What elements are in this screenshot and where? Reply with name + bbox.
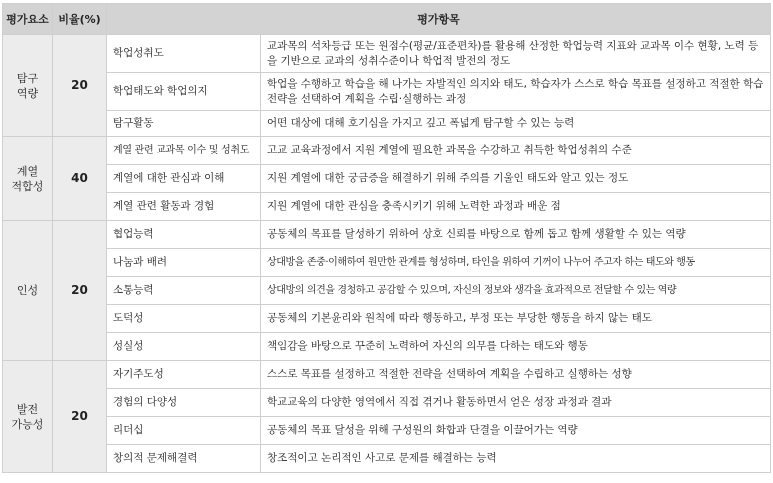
table-row — [3, 111, 771, 137]
desc-cell: 학업을 수행하고 학습을 해 나가는 자발적인 의지와 태도, 학습자가 스스로 학습 목표를 설정하고 적절한 학습 전략을 선택하여 계획을 수립·실행하는 과정 — [261, 73, 771, 111]
ratio-cell-character: 20 — [53, 221, 107, 361]
area-cell-character — [3, 221, 53, 361]
desc-cell: 지원 계열에 대한 궁금증을 해결하기 위해 주의를 기울인 태도와 알고 있는 정도 — [261, 165, 771, 193]
desc-cell: 공동체의 목표를 달성하기 위하여 상호 신뢰를 바탕으로 함께 돕고 함께 생활할 수 있는 역량 — [261, 221, 771, 249]
area-cell-fit — [3, 137, 53, 221]
desc-cell: 상대방의 의견을 경청하고 공감할 수 있으며, 자신의 정보와 생각을 효과적으로 전달할 수 있는 역량 — [261, 277, 771, 305]
desc-cell: 공동체의 기본윤리와 원칙에 따라 행동하고, 부정 또는 부당한 행동을 하지 않는 태도 — [261, 305, 771, 333]
desc-cell: 고교 교육과정에서 지원 계열에 필요한 과목을 수강하고 취득한 학업성취의 수준 — [261, 137, 771, 165]
desc-cell: 공동체의 목표 달성을 위해 구성원의 화합과 단결을 이끌어가는 역량 — [261, 417, 771, 445]
desc-cell: 학교교육의 다양한 영역에서 직접 겪거나 활동하면서 얻은 성장 과정과 결과 — [261, 389, 771, 417]
header-ratio: 비율(%) — [53, 4, 107, 35]
item-cell: 학업성취도 — [107, 35, 261, 73]
item-cell: 나눔과 배려 — [107, 249, 261, 277]
item-cell: 학업태도와 학업의지 — [107, 73, 261, 111]
table-row — [3, 445, 771, 473]
item-cell: 성실성 — [107, 333, 261, 361]
area-line: 탐구 — [16, 71, 39, 85]
table-row — [3, 333, 771, 361]
item-cell: 계열 관련 활동과 경험 — [107, 193, 261, 221]
table-row — [3, 193, 771, 221]
item-cell: 계열에 대한 관심과 이해 — [107, 165, 261, 193]
table-row — [3, 305, 771, 333]
table-row — [3, 73, 771, 111]
table-row — [3, 277, 771, 305]
area-line: 가능성 — [11, 417, 44, 431]
ratio-cell-fit: 40 — [53, 137, 107, 221]
table-row — [3, 137, 771, 165]
header-area: 평가요소 — [3, 4, 53, 35]
item-cell: 경험의 다양성 — [107, 389, 261, 417]
desc-cell: 상대방을 존중·이해하여 원만한 관계를 형성하며, 타인을 위하여 기꺼이 나누어 주고자 하는 태도와 행동 — [261, 249, 771, 277]
desc-cell: 스스로 목표를 설정하고 적절한 전략을 선택하여 계획을 수립하고 실행하는 성향 — [261, 361, 771, 389]
item-cell: 탐구활동 — [107, 111, 261, 137]
item-cell: 협업능력 — [107, 221, 261, 249]
table-row — [3, 417, 771, 445]
area-cell-potential — [3, 361, 53, 473]
desc-cell: 책임감을 바탕으로 꾸준히 노력하여 자신의 의무를 다하는 태도와 행동 — [261, 333, 771, 361]
header-row — [3, 4, 771, 35]
ratio-cell-inquiry: 20 — [53, 35, 107, 137]
evaluation-table — [2, 3, 771, 473]
desc-cell: 어떤 대상에 대해 호기심을 가지고 깊고 폭넓게 탐구할 수 있는 능력 — [261, 111, 771, 137]
area-line: 인성 — [16, 284, 39, 297]
desc-cell: 창조적이고 논리적인 사고로 문제를 해결하는 능력 — [261, 445, 771, 473]
item-cell: 소통능력 — [107, 277, 261, 305]
item-cell: 창의적 문제해결력 — [107, 445, 261, 473]
ratio-cell-potential: 20 — [53, 361, 107, 473]
table-row — [3, 249, 771, 277]
item-cell: 리더십 — [107, 417, 261, 445]
desc-cell: 교과목의 석차등급 또는 원점수(평균/표준편차)를 활용해 산정한 학업능력 지표와 교과목 이수 현황, 노력 등을 기반으로 교과의 성취수준이나 학업적 발전의 정도 — [261, 35, 771, 73]
item-cell: 자기주도성 — [107, 361, 261, 389]
table-row — [3, 165, 771, 193]
table-row — [3, 221, 771, 249]
item-cell: 도덕성 — [107, 305, 261, 333]
desc-cell: 지원 계열에 대한 관심을 충족시키기 위해 노력한 과정과 배운 점 — [261, 193, 771, 221]
header-items: 평가항목 — [107, 4, 771, 35]
table-row — [3, 35, 771, 73]
area-line: 적합성 — [11, 179, 44, 193]
area-line: 발전 — [16, 402, 39, 416]
area-line: 역량 — [16, 86, 39, 100]
table-row — [3, 361, 771, 389]
area-cell-inquiry — [3, 35, 53, 137]
item-cell: 계열 관련 교과목 이수 및 성취도 — [107, 137, 261, 165]
area-line: 계열 — [16, 164, 39, 178]
table-row — [3, 389, 771, 417]
